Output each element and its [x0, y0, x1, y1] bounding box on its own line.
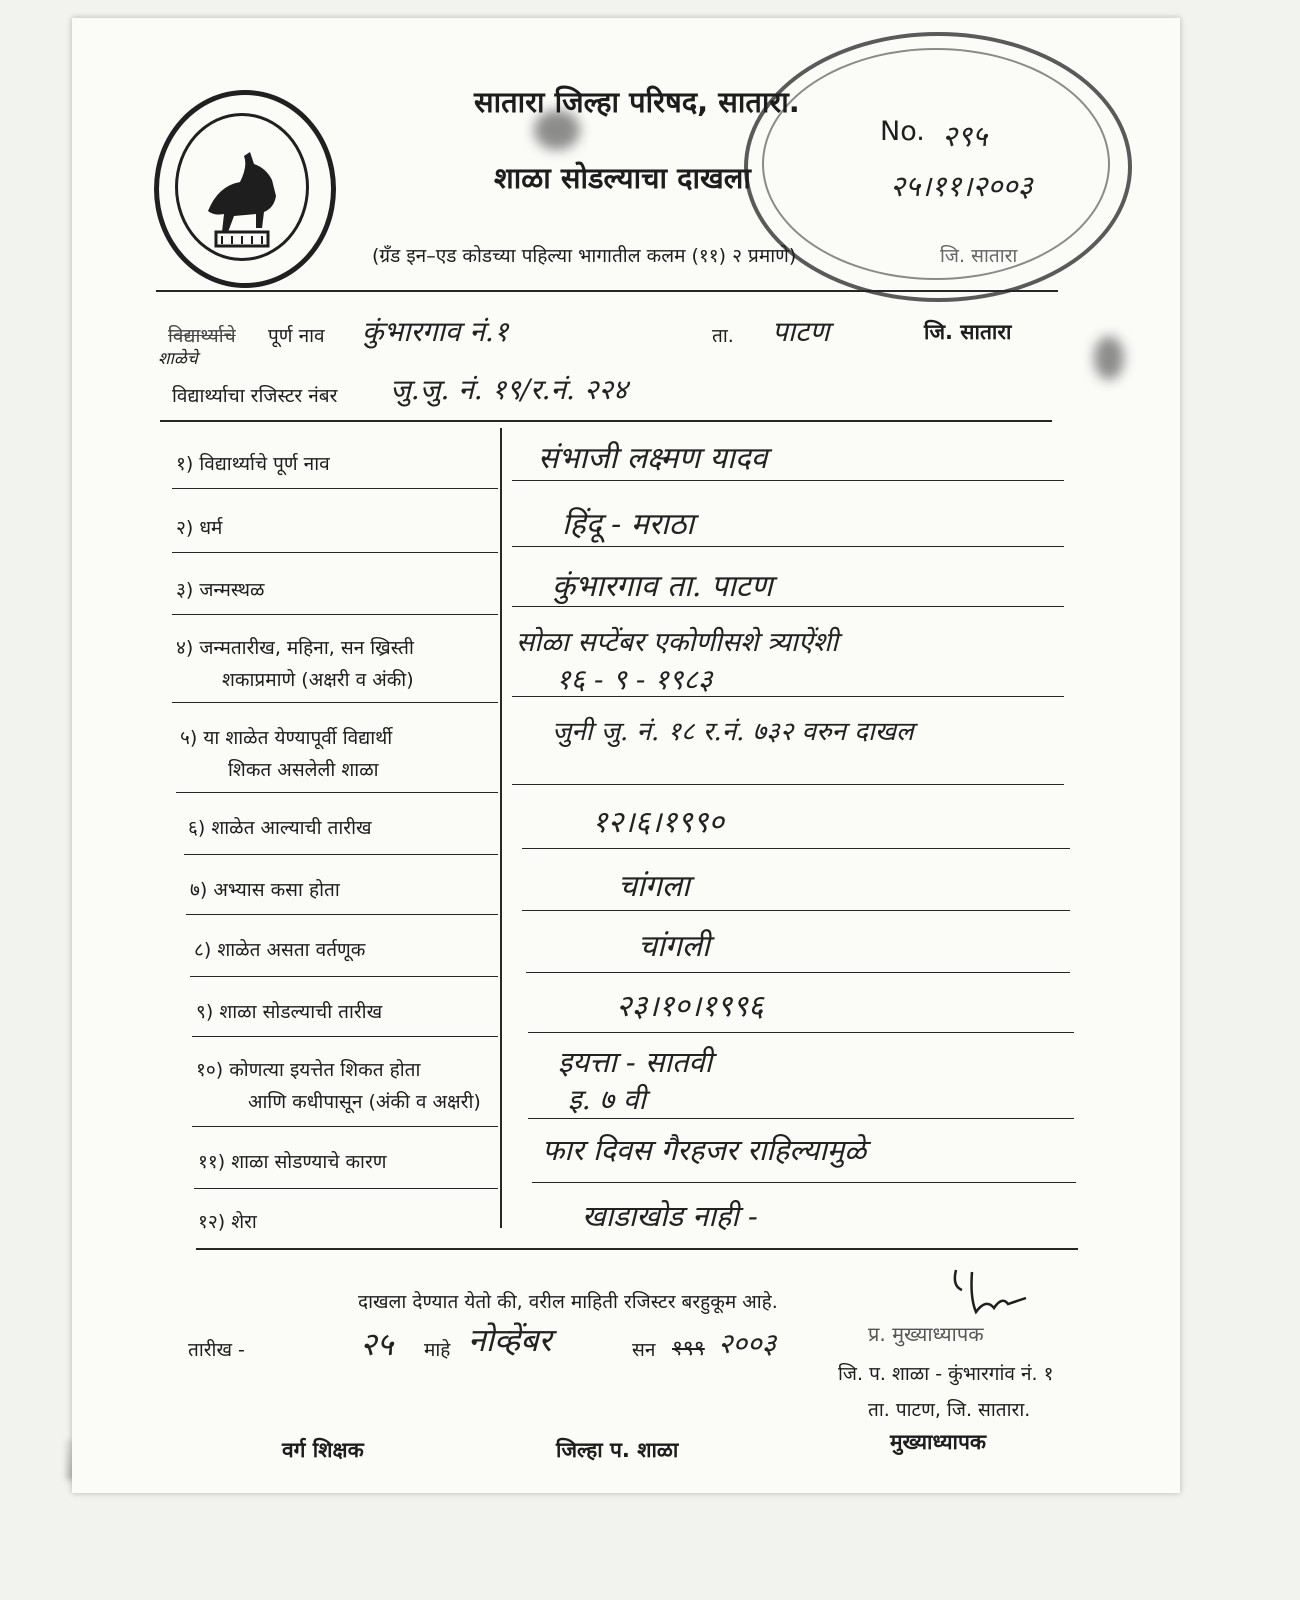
year-label: सन: [632, 1339, 656, 1361]
row-rule: [526, 972, 1070, 973]
row-rule: [192, 1126, 498, 1127]
row-rule: [192, 1036, 498, 1037]
row-value: चांगला: [618, 869, 690, 904]
row-value: २३।१०।१९९६: [616, 989, 764, 1024]
horse-rider-icon: [178, 116, 306, 258]
date-label: तारीख -: [188, 1339, 245, 1361]
row-rule: [522, 910, 1070, 911]
row-rule: [512, 480, 1064, 481]
row-rule: [172, 488, 498, 489]
table-top-rule: [160, 420, 1052, 422]
org-name: सातारा जिल्हा परिषद, सातारा.: [474, 85, 800, 119]
row-value: जुनी जु. नं. १८ र.नं. ७३२ वरुन दाखल: [552, 717, 914, 747]
row-value: हिंदू - मराठा: [562, 507, 695, 542]
row-rule: [172, 552, 498, 553]
stamp-date: २५।११।२००३: [890, 169, 1033, 203]
row-value-line2: इ. ७ वी: [568, 1083, 646, 1116]
taluka-value: पाटण: [772, 315, 830, 348]
row-rule: [532, 1182, 1076, 1183]
zilla-parishad-emblem: [154, 90, 336, 288]
acting-headmaster: प्र. मुख्याध्यापक: [868, 1322, 984, 1346]
row-value: इयत्ता - सातवी: [558, 1045, 713, 1079]
inserted-label: शाळेचे: [158, 349, 198, 369]
row-rule: [186, 914, 498, 915]
row-label: ६) शाळेत आल्याची तारीख: [188, 817, 372, 839]
row-rule: [512, 696, 1064, 697]
row-label: ९) शाळा सोडल्याची तारीख: [196, 1001, 383, 1023]
row-rule: [528, 1118, 1074, 1119]
row-rule: [184, 854, 498, 855]
row-rule: [522, 848, 1070, 849]
register-value: जु.जु. नं. १९/र.नं. २२४: [390, 373, 628, 406]
row-label: ११) शाळा सोडण्याचे कारण: [198, 1151, 387, 1173]
school-stamp-line1: जि. प. शाळा - कुंभारगांव नं. १: [838, 1363, 1054, 1385]
row-label: ३) जन्मस्थळ: [176, 579, 265, 601]
header-rule: [156, 290, 1058, 292]
row-rule: [512, 606, 1064, 607]
certificate-subtitle: (ग्रँड इन–एड कोडच्या पहिल्या भागातील कलम (११) २ प्रमाणे): [372, 245, 797, 267]
date-stamp-inner: [762, 48, 1110, 280]
row-rule: [528, 1032, 1074, 1033]
row-label: ५) या शाळेत येण्यापूर्वी विद्यार्थी: [180, 727, 393, 749]
month-label: माहे: [424, 1339, 451, 1361]
district-label: जि. सातारा: [924, 320, 1012, 344]
row-value: फार दिवस गैरहजर राहिल्यामुळे: [542, 1133, 867, 1167]
row-value: संभाजी लक्ष्मण यादव: [538, 441, 768, 476]
date-day: २५: [360, 1325, 394, 1363]
sign-zp-school: जिल्हा प. शाळा: [556, 1438, 679, 1462]
certificate-no: २९५: [942, 119, 988, 153]
school-stamp-line2: ता. पाटण, जि. सातारा.: [868, 1399, 1031, 1421]
certificate-sheet: [72, 18, 1180, 1493]
row-rule: [172, 614, 498, 615]
row-label: ४) जन्मतारीख, महिना, सन ख्रिस्ती: [176, 637, 414, 659]
row-value: कुंभारगाव ता. पाटण: [552, 569, 773, 604]
row-label: २) धर्म: [176, 517, 223, 539]
register-label: विद्यार्थ्याचा रजिस्टर नंबर: [172, 385, 338, 407]
row-value: १२।६।१९९०: [592, 805, 724, 840]
row-rule: [172, 702, 498, 703]
row-label-line2: आणि कधीपासून (अंकी व अक्षरी): [248, 1091, 481, 1113]
row-label: १) विद्यार्थ्याचे पूर्ण नाव: [176, 453, 330, 475]
row-value: सोळा सप्टेंबर एकोणीसशे त्र्याऐंशी: [516, 627, 839, 658]
row-label: ७) अभ्यास कसा होता: [190, 879, 340, 901]
school-name: कुंभारगाव नं.१: [362, 315, 509, 348]
row-rule: [512, 546, 1064, 547]
sign-class-teacher: वर्ग शिक्षक: [282, 1438, 364, 1462]
table-bottom-rule: [196, 1248, 1078, 1250]
school-name-label: पूर्ण नाव: [268, 325, 325, 347]
row-rule: [512, 784, 1064, 785]
row-label-line2: शिकत असलेली शाळा: [228, 759, 379, 781]
declaration: दाखला देण्यात येतो की, वरील माहिती रजिस्टर बरहुकूम आहे.: [358, 1291, 778, 1313]
date-month: नोव्हेंबर: [468, 1321, 552, 1359]
row-value-line2: १६ - ९ - १९८३: [556, 663, 713, 696]
sign-headmaster: मुख्याध्यापक: [890, 1430, 987, 1454]
row-value: खाडाखोड नाही -: [582, 1199, 758, 1233]
stamp-district: जि. सातारा: [940, 245, 1018, 267]
row-value: चांगली: [638, 929, 710, 964]
row-label-line2: शकाप्रमाणे (अक्षरी व अंकी): [222, 669, 414, 691]
emblem-inner-ring: [175, 113, 309, 261]
year-written: २००३: [718, 1327, 777, 1360]
row-label: १०) कोणत्या इयत्तेत शिकत होता: [196, 1059, 421, 1081]
row-rule: [194, 1188, 498, 1189]
year-printed: १९९: [672, 1336, 705, 1360]
table-divider: [500, 428, 502, 1228]
row-label: ८) शाळेत असता वर्तणूक: [194, 939, 366, 961]
row-label: १२) शेरा: [198, 1211, 257, 1233]
row-rule: [190, 976, 498, 977]
taluka-label: ता.: [712, 325, 734, 347]
struck-label: विद्यार्थ्याचे: [168, 325, 236, 347]
headmaster-signature: [942, 1268, 1032, 1328]
ink-smudge: [1094, 336, 1124, 380]
row-rule: [176, 792, 498, 793]
certificate-no-label: No.: [880, 116, 925, 147]
certificate-title: शाळा सोडल्याचा दाखला: [494, 161, 751, 195]
